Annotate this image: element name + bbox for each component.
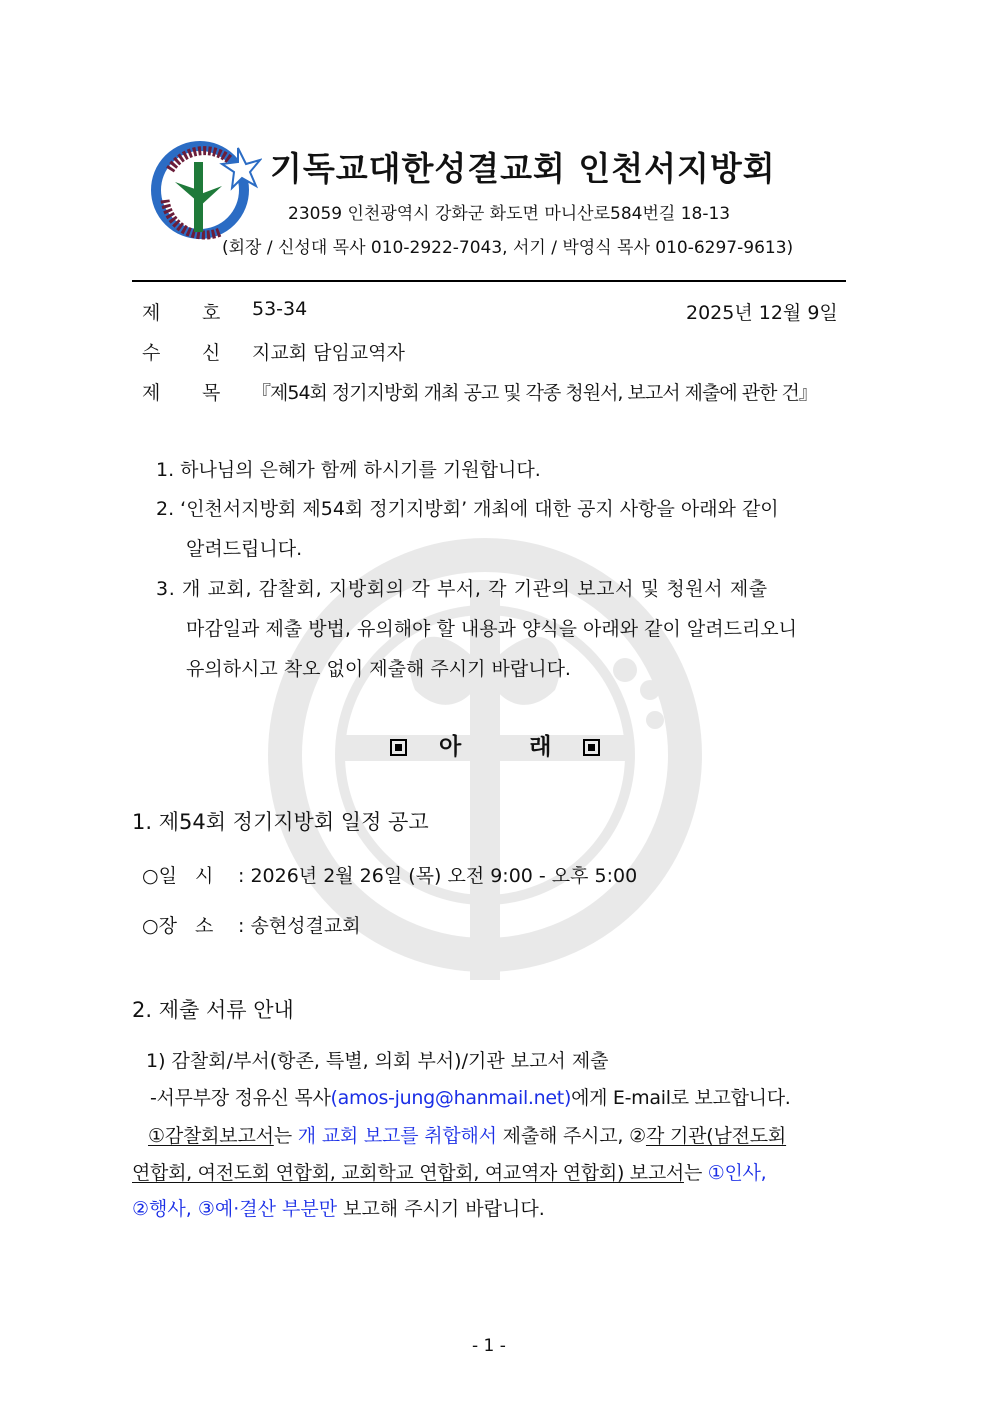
schedule-value: : 2026년 2월 26일 (목) 오전 9:00 - 오후 5:00 [238, 865, 638, 887]
paragraph-1: 1. 하나님의 은혜가 함께 하시기를 기원합니다. [156, 459, 541, 481]
place-label: ○장 소 [142, 915, 214, 937]
paragraph-3-line-1: 3. 개 교회, 감찰회, 지방회의 각 부서, 각 기관의 보고서 및 청원서 제출 [156, 578, 768, 600]
paragraph-2-line-2: 알려드립니다. [186, 538, 303, 560]
meta-recipient-value: 지교회 담임교역자 [252, 342, 405, 364]
org-contact: (회장 / 신성대 목사 010-2922-7043, 서기 / 박영식 목사 010-6297-9613) [222, 238, 794, 258]
report-line-1-e: 각 기관(남전도회 [645, 1125, 787, 1147]
report-line-3 [132, 1194, 545, 1221]
meta-subject-key1: 제 [142, 382, 161, 404]
section-2-title: 2. 제출 서류 안내 [132, 998, 294, 1022]
church-logo-icon [150, 140, 262, 240]
report-line-1-d: 제출해 주시고, ② [496, 1125, 646, 1147]
notice-title-b: 래 [529, 734, 554, 760]
meta-recipient-row [142, 338, 702, 364]
report-line-2 [132, 1158, 766, 1185]
square-bullet-icon [390, 739, 407, 756]
meta-recipient-key1: 수 [142, 342, 161, 364]
report-line-3-b: 보고해 주시기 바랍니다. [337, 1198, 545, 1220]
report-line-2-c: ①인사, [707, 1162, 767, 1184]
notice-title-a: 아 [439, 734, 464, 760]
paragraph-2-line-1: 2. ‘인천서지방회 제54회 정기지방회’ 개최에 대한 공지 사항을 아래와 같이 [156, 498, 779, 520]
report-line-1 [148, 1121, 786, 1148]
org-address: 23059 인천광역시 강화군 화도면 마니산로584번길 18-13 [288, 204, 731, 224]
page-number: - 1 - [472, 1336, 506, 1356]
meta-number-key2: 호 [202, 302, 221, 324]
section-2-sub-1: 1) 감찰회/부서(항존, 특별, 의회 부서)/기관 보고서 제출 [146, 1050, 609, 1072]
meta-number-row [142, 298, 702, 324]
report-line-1-b: 는 [273, 1125, 298, 1147]
report-line-1-c: 개 교회 보고를 취합해서 [297, 1125, 497, 1147]
meta-subject-row [142, 378, 852, 404]
document-date: 2025년 12월 9일 [686, 302, 838, 324]
square-bullet-icon [583, 739, 600, 756]
report-line-1-a: ①감찰회보고서 [148, 1125, 274, 1147]
report-line-2-b: 는 [683, 1162, 708, 1184]
meta-recipient-key2: 신 [202, 342, 221, 364]
email-line-pre: -서무부장 정유신 목사 [150, 1087, 331, 1109]
meta-number-value: 53-34 [252, 298, 308, 320]
schedule-label: ○일 시 [142, 865, 214, 887]
place-value: : 송현성결교회 [238, 915, 361, 937]
meta-number-key1: 제 [142, 302, 161, 324]
email-line-post: 에게 E-mail로 보고합니다. [571, 1087, 791, 1109]
paragraph-3-line-2: 마감일과 제출 방법, 유의해야 할 내용과 양식을 아래와 같이 알려드리오니 [186, 618, 798, 640]
header-divider [132, 280, 846, 282]
notice-title [390, 728, 600, 761]
report-line-3-a: ②행사, ③예·결산 부분만 [132, 1198, 338, 1220]
section-1-title: 1. 제54회 정기지방회 일정 공고 [132, 810, 429, 834]
report-line-2-a: 연합회, 여전도회 연합회, 교회학교 연합회, 여교역자 연합회) 보고서 [132, 1162, 684, 1184]
meta-subject-key2: 목 [202, 382, 221, 404]
paragraph-3-line-3: 유의하시고 착오 없이 제출해 주시기 바랍니다. [186, 658, 571, 680]
email-address-link[interactable]: (amos-jung@hanmail.net) [330, 1087, 572, 1109]
email-line [150, 1083, 791, 1110]
meta-subject-value: 『제54회 정기지방회 개최 공고 및 각종 청원서, 보고서 제출에 관한 건』 [252, 382, 817, 404]
org-name: 기독교대한성결교회 인천서지방회 [270, 149, 776, 188]
